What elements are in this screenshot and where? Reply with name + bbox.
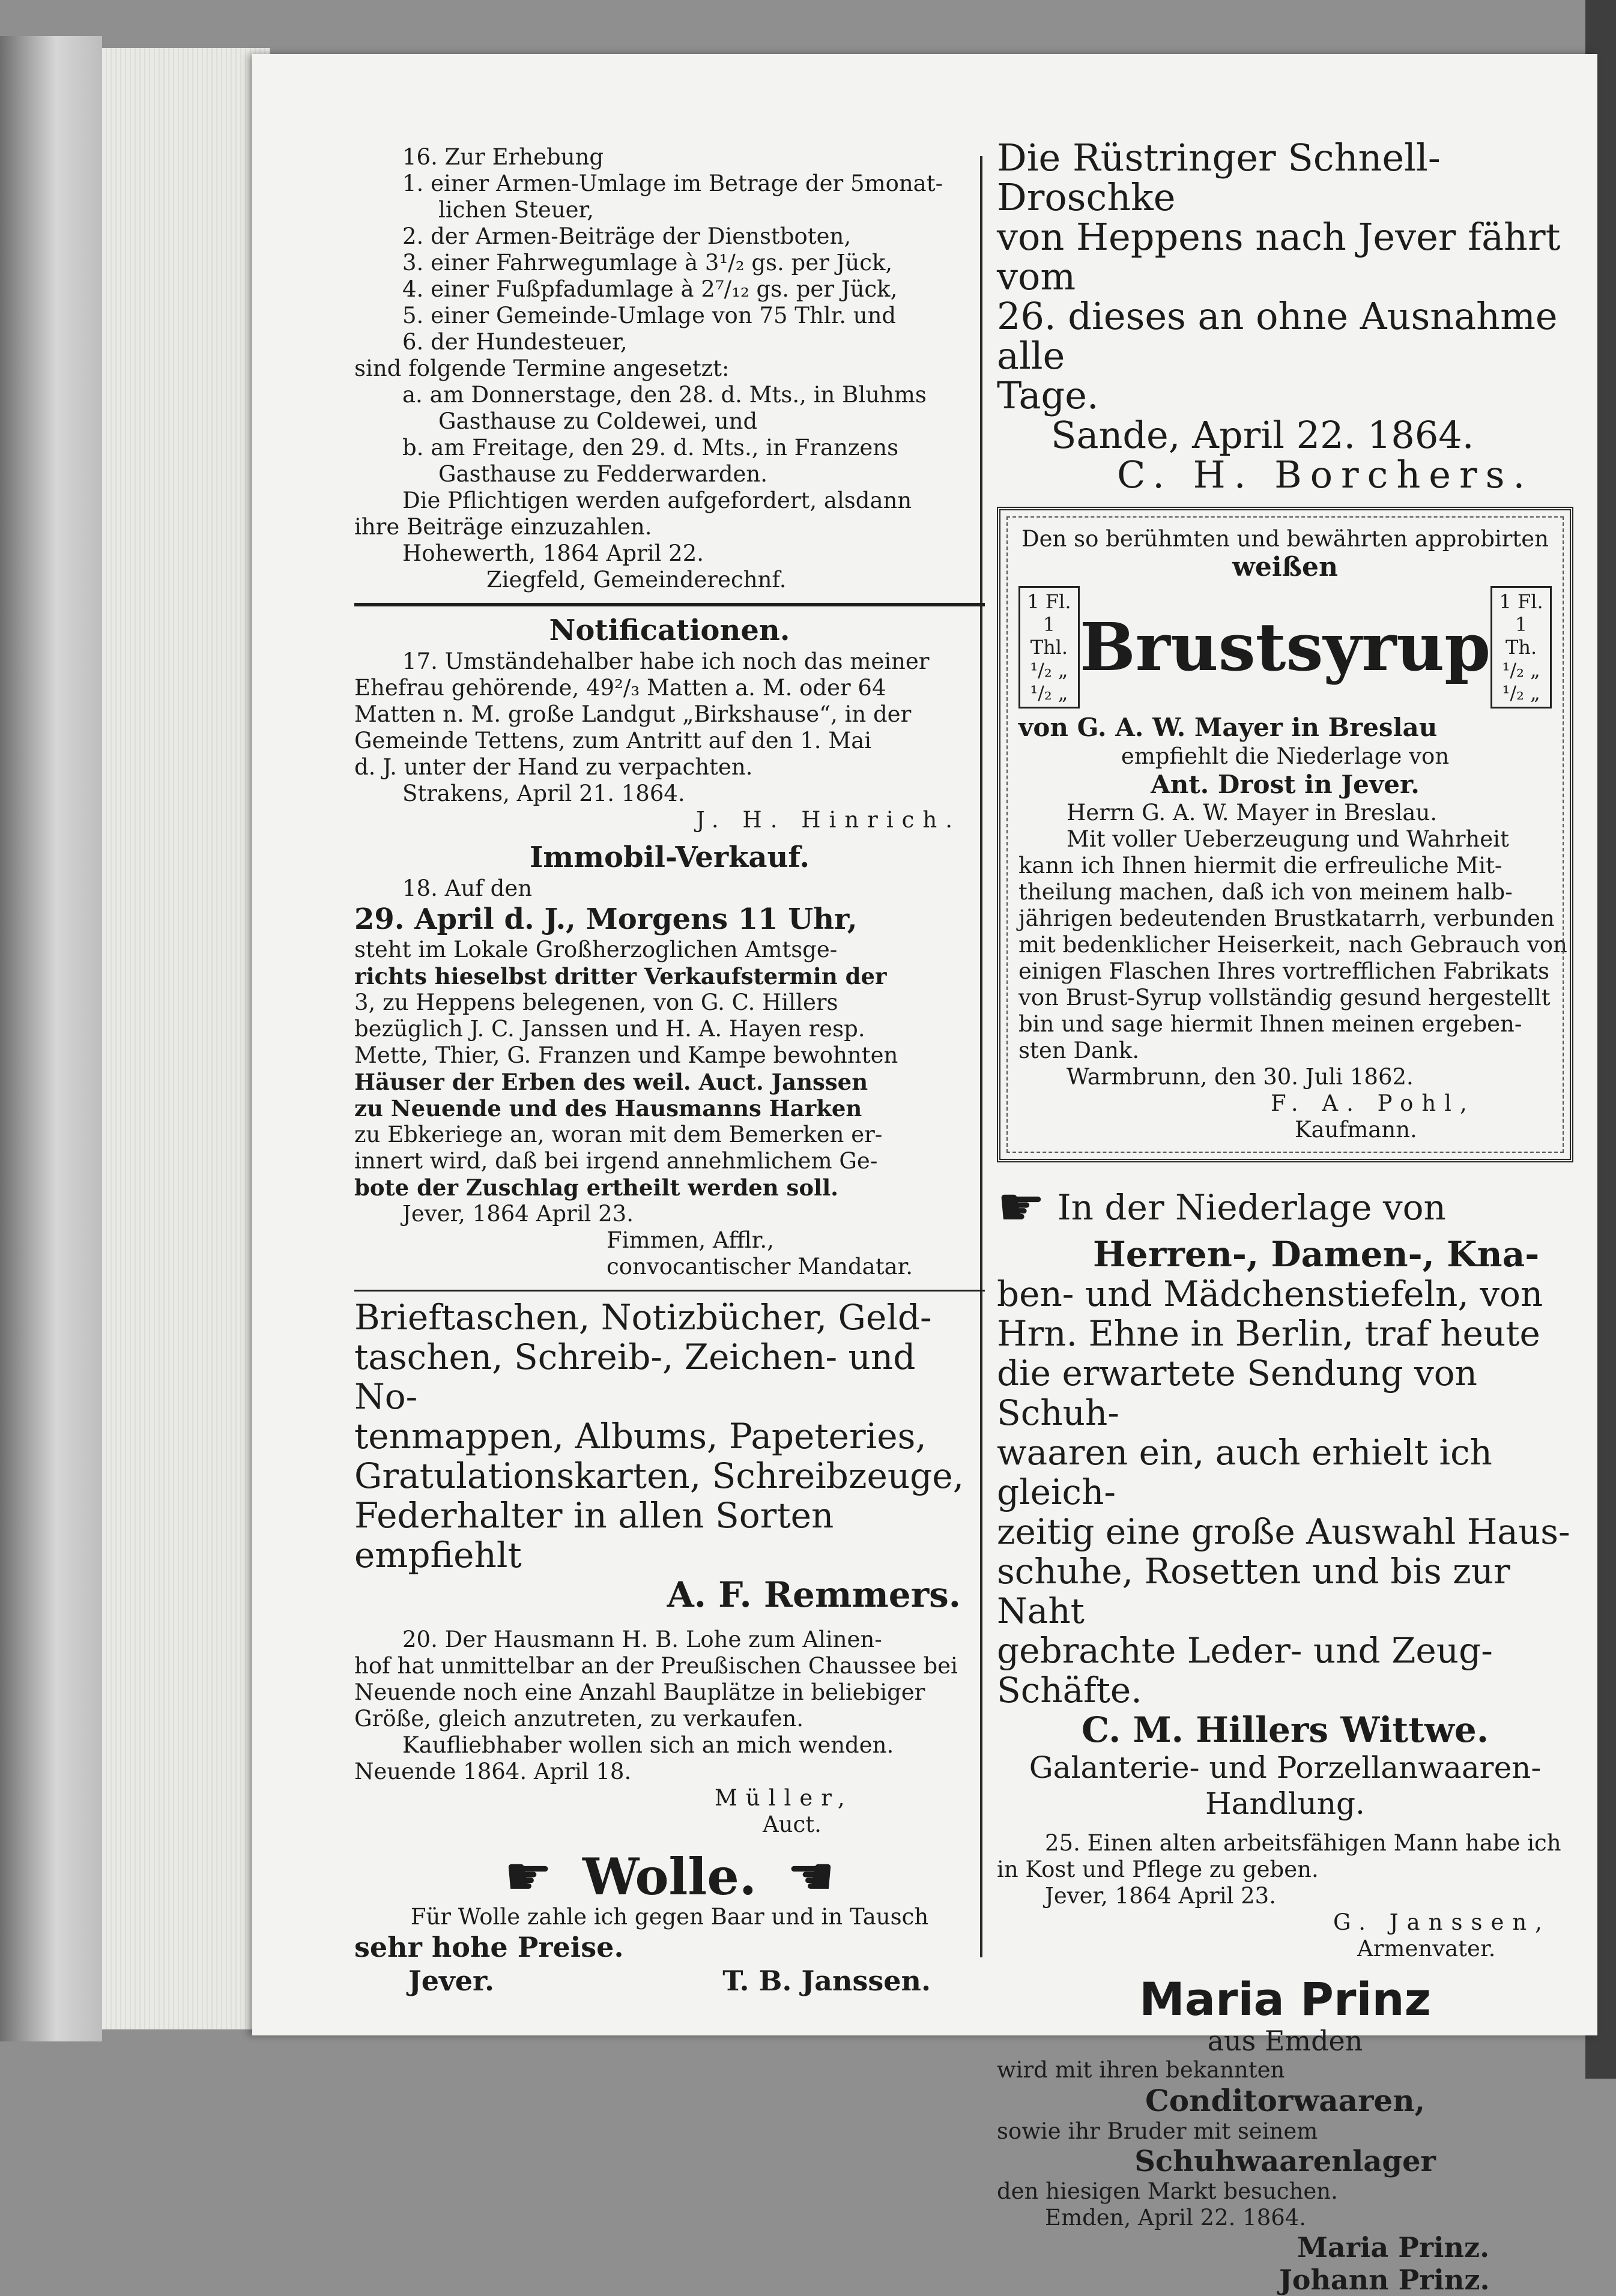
- prinz-signature: Maria Prinz.: [1297, 2231, 1490, 2264]
- prinz-goods: Conditorwaaren,: [1145, 2083, 1425, 2118]
- notice-16-item: 4. einer Fußpfadumlage à 2⁷/₁₂ gs. per Jück,: [402, 276, 898, 302]
- remmers-signature: A. F. Remmers.: [667, 1574, 961, 1615]
- notice-16-item: 2. der Armen-Beiträge der Dienstboten,: [402, 223, 852, 249]
- notification-line: d. J. unter der Hand zu verpachten.: [354, 754, 753, 780]
- syrup-letter-line: von Brust-Syrup vollständig gesund hergestellt: [1018, 985, 1551, 1011]
- notice-16-item: 5. einer Gemeinde-Umlage von 75 Thlr. und: [402, 303, 897, 328]
- hillers-line: zeitig eine große Auswahl Haus-: [997, 1511, 1570, 1552]
- notice-20-line: Neuende noch eine Anzahl Bauplätze in beliebiger: [354, 1679, 925, 1705]
- pointing-hand-left-icon: ☚: [787, 1845, 835, 1908]
- price-box-right: [1490, 586, 1552, 708]
- pointing-hand-right-icon: ☛: [504, 1845, 552, 1908]
- remmers-line: Federhalter in allen Sorten empfiehlt: [354, 1495, 834, 1575]
- notice-16-intro: sind folgende Termine angesetzt:: [354, 355, 730, 381]
- syrup-letter-line: einigen Flaschen Ihres vortrefflichen Fabrikats: [1018, 958, 1550, 984]
- price-left-bottom: ¹/₂ „ ¹/₂ „: [1030, 659, 1068, 704]
- hillers-first-line: In der Niederlage von: [1057, 1187, 1446, 1228]
- immobil-signature: Fimmen, Afflr.,: [607, 1227, 774, 1253]
- immobil-line: Mette, Thier, G. Franzen und Kampe bewohnten: [354, 1042, 898, 1068]
- notification-line: Gemeinde Tettens, zum Antritt auf den 1. Mai: [354, 728, 872, 754]
- wolle-line: sehr hohe Preise.: [354, 1931, 624, 1963]
- notifications-section: [354, 612, 985, 833]
- immobil-heading: Immobil-Verkauf.: [529, 841, 810, 874]
- notice-16-signature: Ziegfeld, Gemeinderechnf.: [486, 567, 787, 593]
- hillers-line: gebrachte Leder- und Zeug-Schäfte.: [997, 1630, 1493, 1711]
- notifications-heading: Notificationen.: [549, 614, 790, 647]
- droschke-line: Tage.: [997, 373, 1099, 417]
- immobil-line: steht im Lokale Großherzoglichen Amtsge-: [354, 937, 838, 962]
- droschke-place-date: Sande, April 22. 1864.: [1051, 413, 1474, 457]
- syrup-signature: F. A. Pohl,: [1271, 1090, 1475, 1116]
- prinz-goods: Schuhwaarenlager: [1134, 2145, 1436, 2178]
- immobil-line: 3, zu Heppens belegenen, von G. C. Hillers: [354, 989, 838, 1015]
- immobil-role: convocantischer Mandatar.: [607, 1254, 913, 1279]
- remmers-ad: [354, 1298, 985, 1615]
- notice-16-term: a. am Donnerstage, den 28. d. Mts., in Bluhms: [402, 382, 927, 408]
- hillers-line: schuhe, Rosetten und bis zur Naht: [997, 1551, 1510, 1631]
- wolle-place: Jever.: [408, 1965, 495, 1997]
- price-box-left: [1018, 586, 1080, 708]
- syrup-letter-line: Mit voller Ueberzeugung und Wahrheit: [1067, 826, 1509, 852]
- notice-16-item: lichen Steuer,: [438, 197, 594, 223]
- wolle-ad: [354, 1845, 985, 1998]
- prinz-signature: Johann Prinz.: [1279, 2264, 1490, 2296]
- syrup-letter-line: sten Dank.: [1018, 1038, 1140, 1063]
- droschke-line: 26. dieses an ohne Ausnahme alle: [997, 294, 1558, 378]
- notice-16-item: 6. der Hundesteuer,: [402, 329, 628, 355]
- prinz-line: wird mit ihren bekannten: [997, 2057, 1285, 2083]
- notification-signature: J. H. Hinrich.: [695, 807, 961, 833]
- syrup-role: Kaufmann.: [1295, 1117, 1417, 1143]
- notification-line: Matten n. M. große Landgut „Birkshause“, in der: [354, 701, 912, 727]
- notification-line: Ehefrau gehörende, 49²/₃ Matten a. M. oder 64: [354, 675, 886, 701]
- notice-16-place-date: Hohewerth, 1864 April 22.: [402, 540, 704, 566]
- notice-20-role: Auct.: [763, 1811, 822, 1837]
- immobil-date: 29. April d. J., Morgens 11 Uhr,: [354, 902, 858, 936]
- notice-20-line: 20. Der Hausmann H. B. Lohe zum Alinen-: [402, 1627, 882, 1652]
- notice-16-call: Die Pflichtigen werden aufgefordert, alsdann: [402, 488, 912, 513]
- brustsyrup-ad: [997, 507, 1573, 1162]
- hillers-ad: [997, 1176, 1573, 1822]
- wolle-heading: Wolle.: [582, 1847, 757, 1906]
- droschke-line: von Heppens nach Jever fährt vom: [997, 215, 1561, 298]
- hillers-line: die erwartete Sendung von Schuh-: [997, 1353, 1477, 1433]
- immobil-line: zu Ebkeriege an, woran mit dem Bemerken er-: [354, 1122, 883, 1147]
- syrup-intro: Den so berühmten und bewährten approbirten: [1021, 526, 1549, 552]
- prinz-origin: aus Emden: [1207, 2025, 1363, 2057]
- page-stack: [102, 48, 270, 2029]
- price-right-bottom: ¹/₂ „ ¹/₂ „: [1502, 659, 1540, 704]
- left-column: [354, 144, 985, 1998]
- hillers-trade: Galanterie- und Porzellanwaaren-: [1029, 1750, 1542, 1785]
- immobil-place-date: Jever, 1864 April 23.: [402, 1201, 634, 1227]
- immobil-line: innert wird, daß bei irgend annehmlichem Ge-: [354, 1148, 878, 1174]
- notice-16-term: b. am Freitage, den 29. d. Mts., in Franzens: [402, 435, 899, 461]
- notice-16-item: 1. einer Armen-Umlage im Betrage der 5monat-: [402, 171, 943, 196]
- pointing-hand-right-icon: ☛: [997, 1176, 1046, 1239]
- notice-16-term: Gasthause zu Coldewei, und: [438, 408, 758, 434]
- notice-20: [354, 1627, 985, 1838]
- droschke-signature: C. H. Borchers.: [1117, 453, 1534, 497]
- right-column: [997, 138, 1573, 2296]
- notice-25-line: in Kost und Pflege zu geben.: [997, 1856, 1319, 1882]
- notice-16: [354, 144, 985, 593]
- hillers-line: ben- und Mädchenstiefeln, von: [997, 1273, 1543, 1314]
- prinz-line: den hiesigen Markt besuchen.: [997, 2178, 1338, 2204]
- wolle-signature: T. B. Janssen.: [722, 1965, 931, 1997]
- section-rule: [354, 1290, 985, 1292]
- syrup-place-date: Warmbrunn, den 30. Juli 1862.: [1067, 1064, 1414, 1090]
- price-right-top: 1 Fl. 1 Th.: [1499, 590, 1543, 659]
- syrup-title: Brustsyrup: [1079, 608, 1491, 686]
- notice-20-line: hof hat unmittelbar an der Preußischen Chaussee bei: [354, 1653, 958, 1679]
- notice-20-place-date: Neuende 1864. April 18.: [354, 1759, 632, 1784]
- immobil-line: bote der Zuschlag ertheilt werden soll.: [354, 1174, 839, 1201]
- syrup-letter-line: mit bedenklicher Heiserkeit, nach Gebrauch von: [1018, 932, 1567, 958]
- hillers-line: waaren ein, auch erhielt ich gleich-: [997, 1432, 1492, 1512]
- immobil-line: zu Neuende und des Hausmanns Harken: [354, 1095, 862, 1122]
- remmers-line: Gratulationskarten, Schreibzeuge,: [354, 1455, 964, 1496]
- price-left-top: 1 Fl. 1 Thl.: [1027, 590, 1071, 659]
- notification-place-date: Strakens, April 21. 1864.: [402, 781, 685, 806]
- syrup-letter-line: theilung machen, daß ich von meinem halb-: [1018, 879, 1513, 905]
- section-rule: [354, 603, 985, 606]
- notice-20-line: Größe, gleich anzutreten, zu verkaufen.: [354, 1706, 804, 1732]
- immobil-line: Häuser der Erben des weil. Auct. Janssen: [354, 1069, 868, 1095]
- syrup-maker: von G. A. W. Mayer in Breslau: [1018, 713, 1438, 742]
- syrup-letter-line: bin und sage hiermit Ihnen meinen ergeben-: [1018, 1011, 1522, 1037]
- prinz-name: Maria Prinz: [1139, 1972, 1431, 2026]
- wolle-line: Für Wolle zahle ich gegen Baar und in Tausch: [410, 1904, 929, 1930]
- syrup-dealer: Ant. Drost in Jever.: [1151, 770, 1420, 799]
- prinz-ad: [997, 1974, 1573, 2296]
- immobil-line: richts hieselbst dritter Verkaufstermin der: [354, 963, 887, 989]
- remmers-line: taschen, Schreib-, Zeichen- und No-: [354, 1337, 916, 1417]
- notice-25-signature: G. Janssen,: [1333, 1909, 1551, 1935]
- immobil-line: 18. Auf den: [402, 875, 533, 901]
- prinz-place-date: Emden, April 22. 1864.: [1045, 2205, 1307, 2231]
- remmers-line: Brieftaschen, Notizbücher, Geld-: [354, 1297, 932, 1338]
- syrup-letter-line: kann ich Ihnen hiermit die erfreuliche Mit-: [1018, 853, 1503, 878]
- remmers-line: tenmappen, Albums, Papeteries,: [354, 1416, 927, 1457]
- notice-25-place-date: Jever, 1864 April 23.: [1045, 1883, 1276, 1909]
- syrup-letter-line: jährigen bedeutenden Brustkatarrh, verbunden: [1018, 905, 1555, 931]
- newspaper-page: [252, 54, 1597, 2296]
- immobil-line: bezüglich J. C. Janssen und H. A. Hayen resp.: [354, 1016, 865, 1042]
- syrup-recommends: empfiehlt die Niederlage von: [1121, 743, 1450, 769]
- prinz-line: sowie ihr Bruder mit seinem: [997, 2118, 1318, 2144]
- syrup-letter-line: Herrn G. A. W. Mayer in Breslau.: [1067, 800, 1438, 826]
- notice-25-line: 25. Einen alten arbeitsfähigen Mann habe ich: [1045, 1830, 1561, 1856]
- notice-16-call: ihre Beiträge einzuzahlen.: [354, 514, 652, 540]
- droschke-ad: [997, 138, 1573, 495]
- hillers-line: Hrn. Ehne in Berlin, traf heute: [997, 1313, 1540, 1354]
- hillers-line: Herren-, Damen-, Kna-: [1093, 1234, 1540, 1275]
- notice-16-term: Gasthause zu Fedderwarden.: [438, 461, 768, 487]
- immobil-section: [354, 839, 985, 1280]
- notice-20-line: Kaufliebhaber wollen sich an mich wenden.: [402, 1732, 894, 1758]
- notice-16-item: 3. einer Fahrwegumlage à 3¹/₂ gs. per Jück,: [402, 250, 893, 276]
- book-spine-edge: [0, 36, 102, 2041]
- notice-16-number: 16. Zur Erhebung: [402, 144, 604, 170]
- syrup-adjective: weißen: [1232, 552, 1338, 582]
- hillers-trade: Handlung.: [1205, 1786, 1365, 1821]
- hillers-signature: C. M. Hillers Wittwe.: [1081, 1709, 1489, 1750]
- notice-25-role: Armenvater.: [1357, 1936, 1496, 1962]
- notice-25: [997, 1830, 1573, 1962]
- notice-20-signature: Müller,: [715, 1785, 853, 1811]
- notification-line: 17. Umständehalber habe ich noch das meiner: [402, 648, 930, 674]
- droschke-line: Die Rüstringer Schnell-Droschke: [997, 136, 1441, 219]
